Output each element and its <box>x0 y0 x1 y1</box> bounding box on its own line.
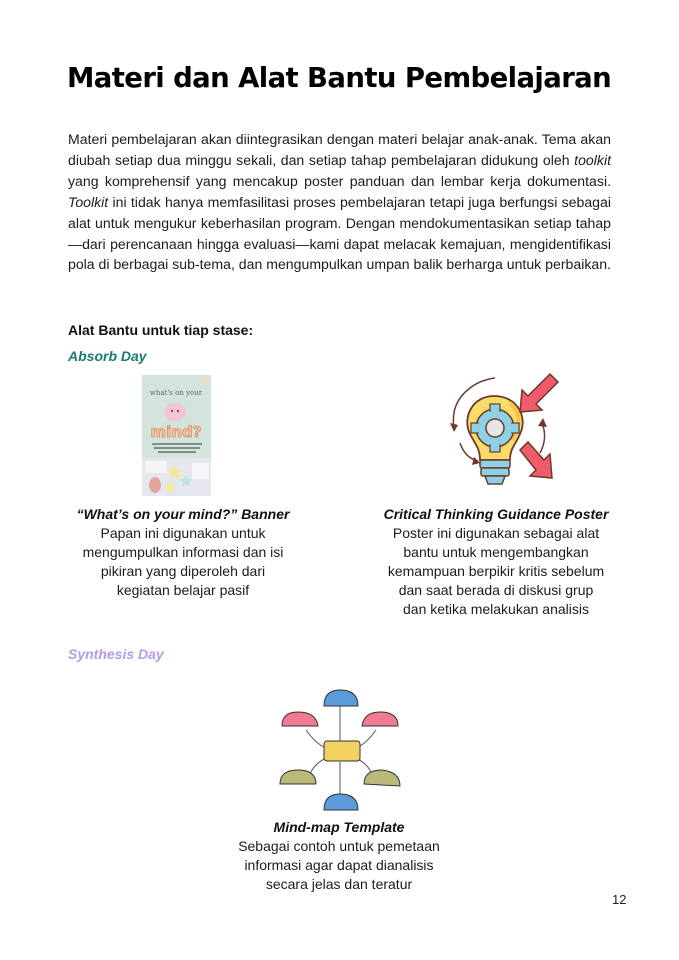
tool-description-line: kemampuan berpikir kritis sebelum <box>387 563 605 579</box>
tool-description-line: Papan ini digunakan untuk <box>100 525 266 541</box>
tool-card-critical-thinking-poster <box>370 505 622 619</box>
tool-description-line: bantu untuk mengembangkan <box>403 544 589 560</box>
stage-label-absorb: Absorb Day <box>68 348 147 364</box>
tool-description-line: pikiran yang diperoleh dari <box>100 563 266 579</box>
whats-on-your-mind-banner-image <box>142 375 211 496</box>
lightbulb-gear-icon <box>440 368 560 493</box>
tool-title: Mind-map Template <box>273 819 405 835</box>
para-seg-0: Materi pembelajaran akan diintegrasikan dengan materi belajar anak-anak. Tema akan diubah setiap dua minggu sekali, dan setiap tahap pembelajaran didukung oleh <box>68 131 611 168</box>
tool-title: Critical Thinking Guidance Poster <box>383 506 609 522</box>
para-seg-4: ini tidak hanya memfasilitasi proses pembelajaran tetapi juga berfungsi sebagai alat untuk mengukur keberhasilan program. Dengan mendokumentasikan setiap tahap—dari perencanaan hingga evaluasi—kami dapat melacak kemajuan, mengidentifikasi pola di berbagai sub-tema, dan mengumpulkan umpan balik berharga untuk perbaikan. <box>68 193 611 273</box>
tool-description-line: kegiatan belajar pasif <box>116 582 250 598</box>
tool-description-line: Sebagai contoh untuk pemetaan <box>238 838 440 854</box>
para-seg-2: yang komprehensif yang mencakup poster panduan dan lembar kerja dokumentasi. <box>68 172 611 189</box>
tool-description-line: informasi agar dapat dianalisis <box>244 857 434 873</box>
tool-card-mind-map-template <box>214 818 464 894</box>
tool-description-line: secara jelas dan teratur <box>265 876 413 892</box>
page-title: Materi dan Alat Bantu Pembelajaran <box>67 62 612 94</box>
page-number: 12 <box>612 892 627 907</box>
tool-description-line: Poster ini digunakan sebagai alat <box>392 525 600 541</box>
tool-title: “What’s on your mind?” Banner <box>76 506 290 522</box>
tool-description-line: dan saat berada di diskusi grup <box>398 582 594 598</box>
para-seg-1: toolkit <box>574 151 611 168</box>
banner-text-top: what's on your <box>149 389 203 397</box>
mind-map-icon <box>276 686 404 812</box>
tool-card-banner <box>58 505 308 600</box>
intro-paragraph <box>68 129 611 275</box>
para-seg-3: Toolkit <box>68 193 109 210</box>
tool-description-line: dan ketika melakukan analisis <box>403 601 589 617</box>
tools-heading: Alat Bantu untuk tiap stase: <box>68 322 254 338</box>
tool-description-line: mengumpulkan informasi dan isi <box>82 544 284 560</box>
stage-label-synthesis: Synthesis Day <box>68 646 164 662</box>
banner-text-mind: mind? <box>150 423 202 441</box>
